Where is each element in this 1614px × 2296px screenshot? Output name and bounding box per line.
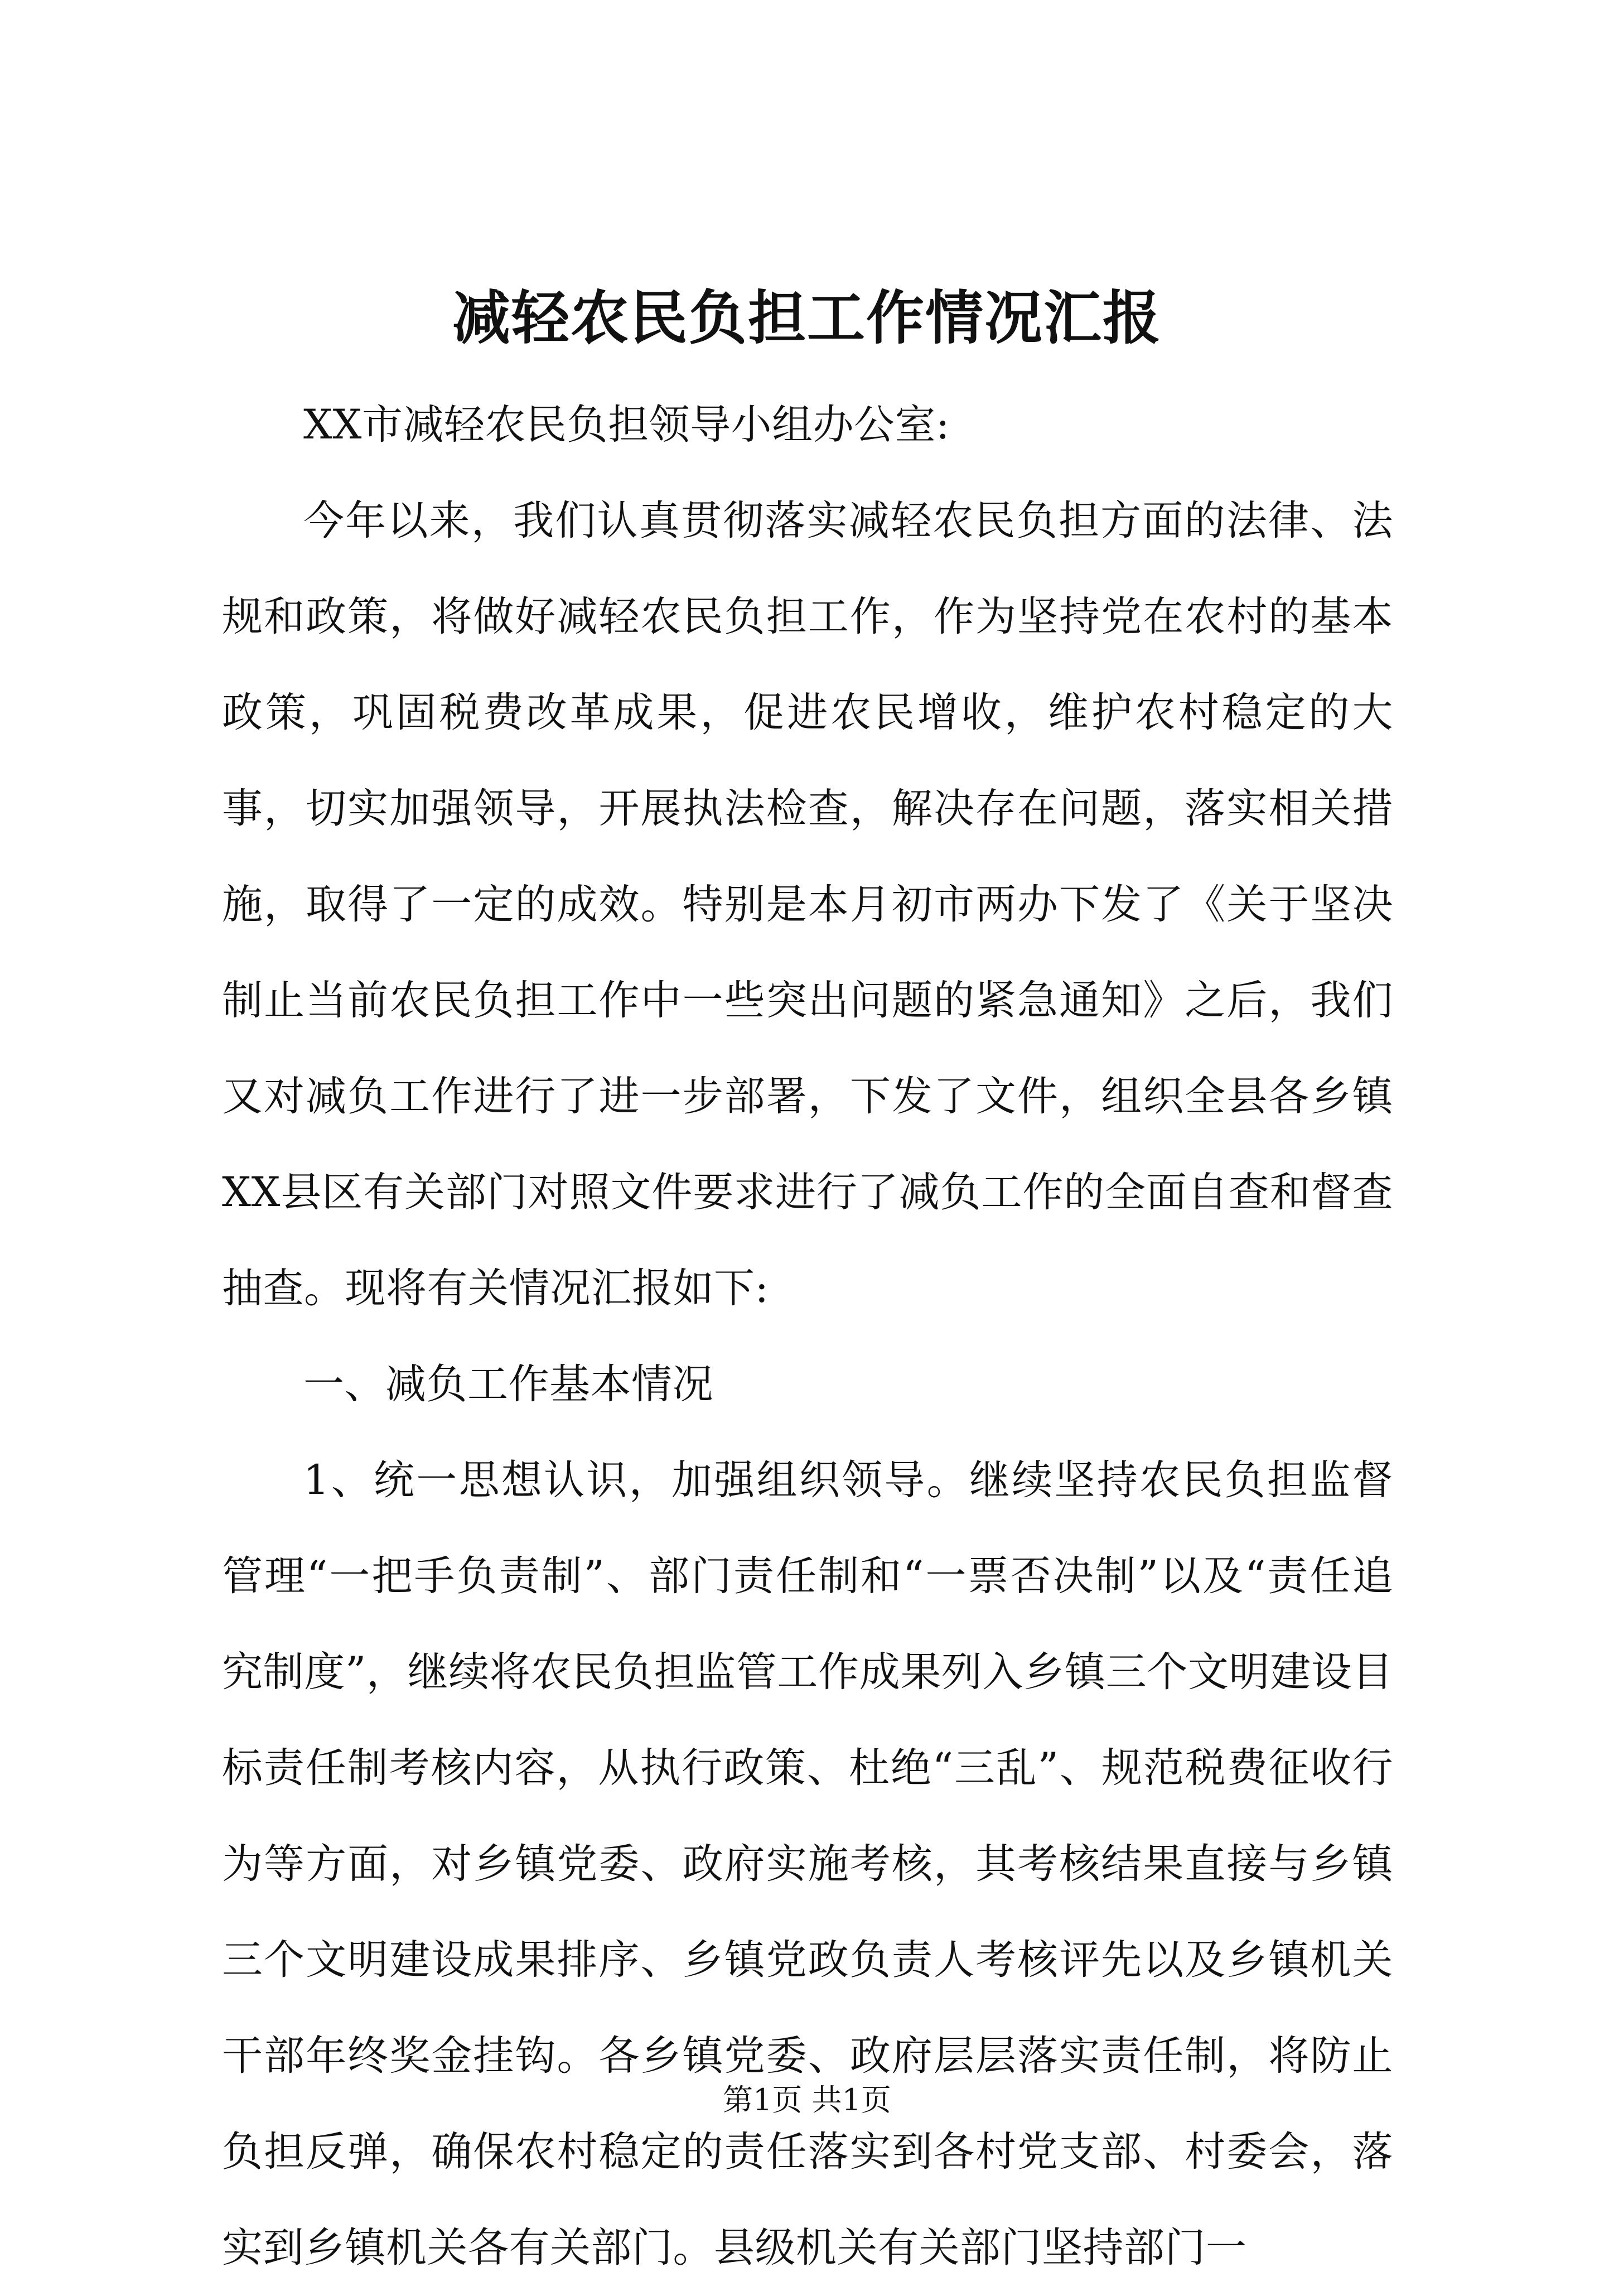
section-paragraph: 1、统一思想认识，加强组织领导。继续坚持农民负担监督管理“一把手负责制”、部门责任制和“一票否决制”以及“责任追究制度”，继续将农民负担监管工作成果列入乡镇三个文明建设目标责任制考核内容，从执行政策、杜绝“三乱”、规范税费征收行为等方面，对乡镇党委、政府实施考核，其考核结果直接与乡镇三个文明建设成果排序、乡镇党政负责人考核评先以及乡镇机关干部年终奖金挂钩。各乡镇党委、政府层层落实责任制，将防止负担反弹，确保农村稳定的责任落实到各村党支部、村委会，落实到乡镇机关各有关部门。县级机关有关部门坚持部门一 (222, 1456, 1393, 2271)
salutation-paragraph: XX市减轻农民负担领导小组办公室: (303, 401, 950, 448)
page-footer: 第1页 共1页 (723, 2082, 891, 2117)
intro-paragraph: 今年以来，我们认真贯彻落实减轻农民负担方面的法律、法规和政策，将做好减轻农民负担工作，作为坚持党在农村的基本政策，巩固税费改革成果，促进农民增收，维护农村稳定的大事，切实加强领导，开展执法检查，解决存在问题，落实相关措施，取得了一定的成效。特别是本月初市两办下发了《关于坚决制止当前农民负担工作中一些突出问题的紧急通知》之后，我们又对减负工作进行了进一步部署，下发了文件，组织全县各乡镇XX县区有关部门对照文件要求进行了减负工作的全面自查和督查抽查。现将有关情况汇报如下: (222, 497, 1393, 1312)
section-heading: 一、减负工作基本情况 (303, 1361, 713, 1408)
document-title: 减轻农民负担工作情况汇报 (452, 283, 1162, 352)
document-body (222, 377, 1393, 2296)
